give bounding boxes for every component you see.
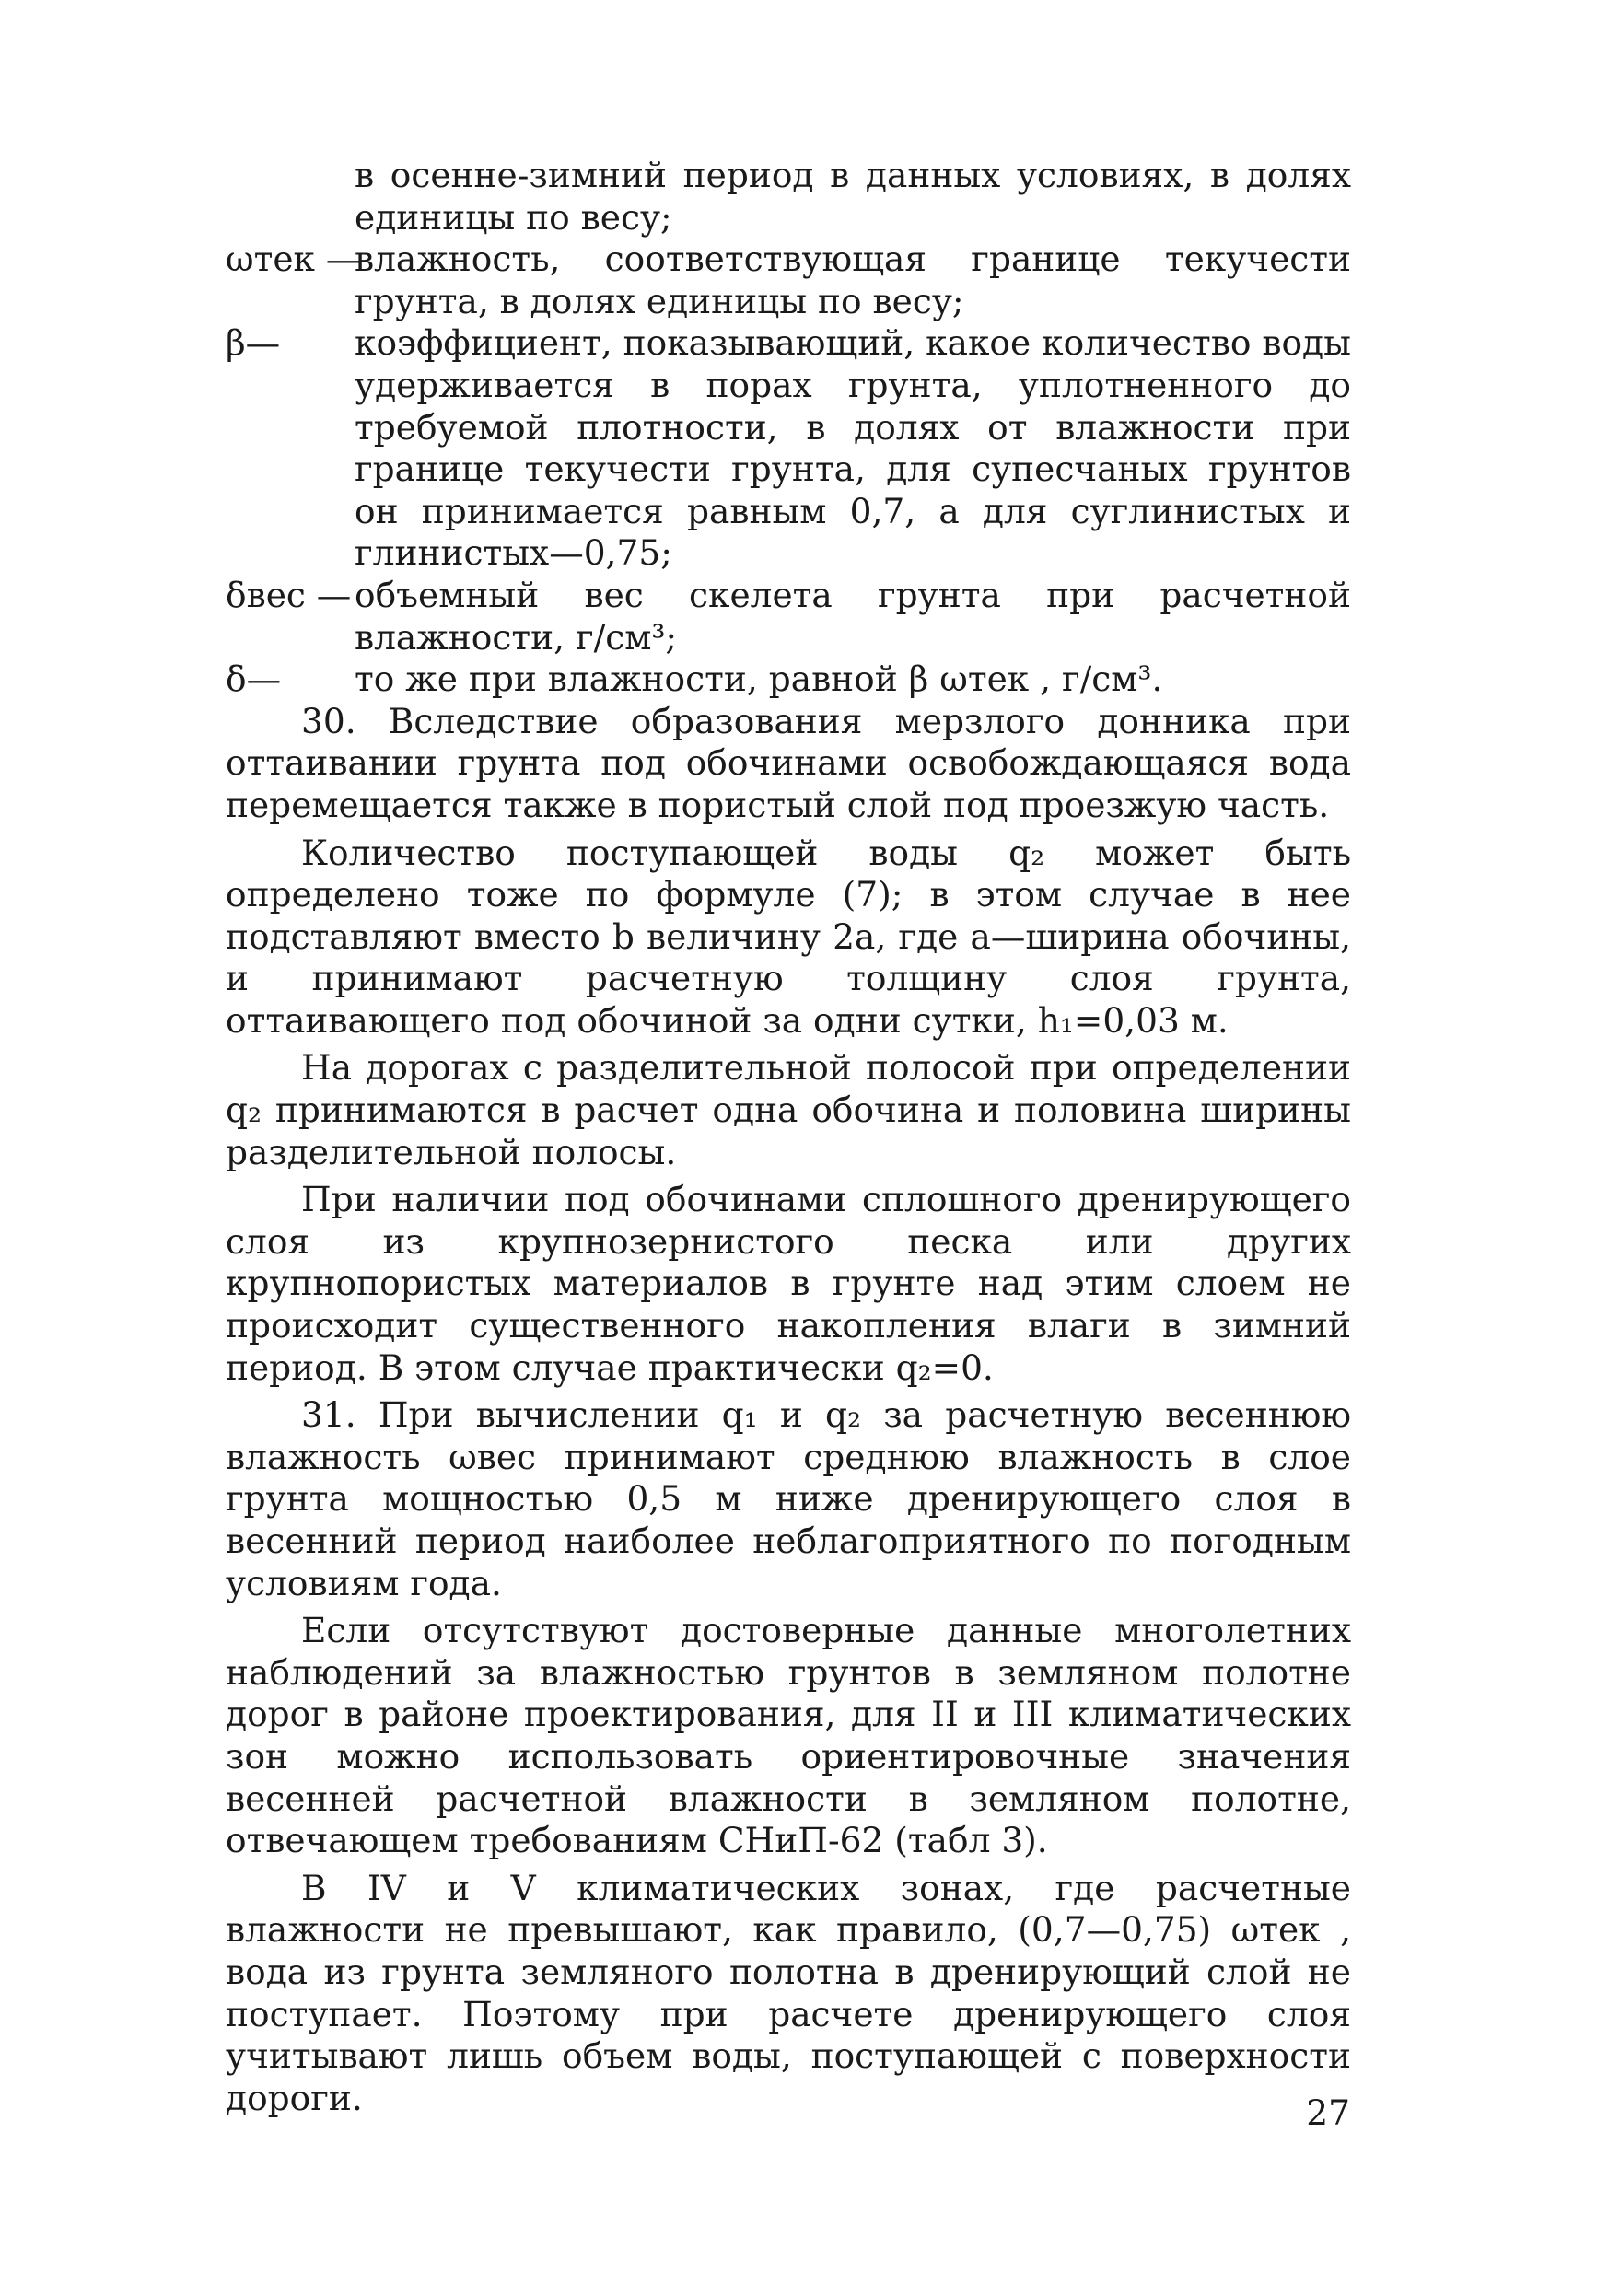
definition-w-tek (226, 239, 1351, 322)
definition-beta (226, 322, 1351, 575)
definition-text: влажность, соответствующая границе текучести грунта, в долях единицы по весу; (355, 239, 1351, 321)
paragraph-dividing-strip: На дорогах с разделительной полосой при определении q₂ принимаются в расчет одна обочина и половина ширины разделительной полосы. (226, 1047, 1351, 1172)
paragraph-q2-amount: Количество поступающей воды q₂ может быть определено тоже по формуле (7); в этом случае в нее подставляют вместо b величину 2a, где a—ширина обочины, и принимают расчетную толщину слоя грунта, оттаивающего под обочиной за одни сутки, h₁=0,03 м. (226, 832, 1351, 1041)
paragraph-zones-iv-v: В IV и V климатических зонах, где расчетные влажности не превышают, как правило, (0,7—0,75) ωтек , вода из грунта земляного полотна в дренирующий слой не поступает. Поэтому при расчете дренирующего слоя учитывают лишь объем воды, поступающей с поверхности дороги. (226, 1867, 1351, 2118)
page-text (226, 155, 1351, 2125)
definition-text: объемный вес скелета грунта при расчетной влажности, г/см³; (355, 574, 1351, 658)
definition-text: в осенне-зимний период в данных условиях, в долях единицы по весу; (355, 155, 1351, 238)
definition-delta-ves (226, 575, 1351, 658)
definition-text: коэффициент, показывающий, какое количество воды удерживается в порах грунта, уплотненного до требуемой плотности, в долях от влажности при границе текучести грунта, для супесчаных грунтов он принимается равным 0,7, а для суглинистых и глинистых—0,75; (355, 322, 1351, 574)
definition-continuation (226, 155, 1351, 239)
paragraph-31: 31. При вычислении q₁ и q₂ за расчетную весеннюю влажность ωвес принимают среднюю влажность в слое грунта мощностью 0,5 м ниже дренирующего слоя в весенний период наиболее неблагоприятного по погодным условиям года. (226, 1394, 1351, 1603)
definition-symbol: ωтек — (226, 239, 361, 280)
definition-symbol: δвес — (226, 574, 352, 615)
page-number: 27 (1306, 2092, 1350, 2133)
definition-delta (226, 658, 1351, 701)
definition-symbol: δ— (226, 658, 282, 700)
paragraph-30: 30. Вследствие образования мерзлого донника при оттаивании грунта под обочинами освобождающаяся вода перемещается также в пористый слой под проезжую часть. (226, 700, 1351, 825)
definition-text: то же при влажности, равной β ωтек , г/см³. (355, 658, 1163, 700)
definition-symbol: β— (226, 322, 281, 364)
paragraph-drainage-layer: При наличии под обочинами сплошного дренирующего слоя из крупнозернистого песка или других крупнопористых материалов в грунте над этим слоем не происходит существенного накопления влаги в зимний период. В этом случае практически q₂=0. (226, 1179, 1351, 1388)
paragraph-no-data: Если отсутствуют достоверные данные многолетних наблюдений за влажностью грунтов в земляном полотне дорог в районе проектирования, для II и III климатических зон можно использовать ориентировочные значения весенней расчетной влажности в земляном полотне, отвечающем требованиям СНиП-62 (табл 3). (226, 1610, 1351, 1861)
